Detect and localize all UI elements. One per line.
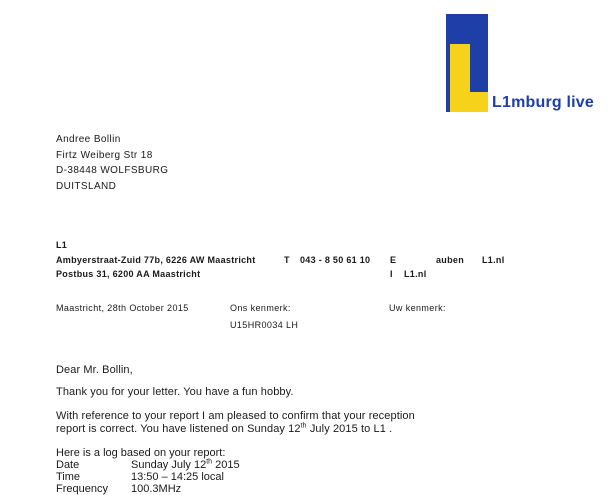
log-value: Sunday July 12th 2015 bbox=[131, 458, 240, 471]
l1-logo bbox=[446, 14, 594, 114]
reception-log bbox=[56, 447, 240, 495]
email-partial: auben bbox=[436, 254, 465, 265]
sender-street-address: Ambyerstraat-Zuid 77b, 6226 AW Maastricht bbox=[56, 254, 256, 265]
log-value: 100.3MHz bbox=[131, 483, 182, 495]
log-intro: Here is a log based on your report: bbox=[56, 447, 226, 459]
logo-wordmark: L1mburg live bbox=[492, 94, 594, 111]
logo-yellow-l-horizontal bbox=[450, 92, 488, 112]
log-label: Date bbox=[56, 459, 80, 471]
phone-number: 043 - 8 50 61 10 bbox=[300, 254, 371, 265]
log-value: 13:50 – 14:25 local bbox=[131, 471, 224, 483]
recipient-name: Andree Bollin bbox=[56, 134, 121, 145]
confirmation-line-2: report is correct. You have listened on Sunday 12th July 2015 to L1 . bbox=[56, 422, 393, 435]
log-row-date bbox=[56, 458, 240, 471]
log-row-frequency bbox=[56, 483, 225, 495]
email-domain: L1.nl bbox=[482, 254, 505, 265]
salutation: Dear Mr. Bollin, bbox=[56, 364, 133, 376]
log-label: Time bbox=[56, 471, 81, 483]
recipient-address bbox=[56, 132, 168, 194]
paragraph-thanks: Thank you for your letter. You have a fun hobby. bbox=[56, 386, 294, 398]
sender-postbus: Postbus 31, 6200 AA Maastricht bbox=[56, 269, 201, 279]
sender-block bbox=[56, 238, 505, 282]
our-reference-label: Ons kenmerk: bbox=[230, 303, 291, 313]
sender-name: L1 bbox=[56, 240, 68, 250]
recipient-country: DUITSLAND bbox=[56, 180, 117, 192]
recipient-street: Firtz Weiberg Str 18 bbox=[56, 149, 153, 161]
recipient-city: D-38448 WOLFSBURG bbox=[56, 165, 169, 176]
our-reference bbox=[230, 301, 298, 333]
your-reference-label: Uw kenmerk: bbox=[389, 303, 446, 313]
confirmation-line-1: With reference to your report I am pleased to confirm that your reception bbox=[56, 410, 415, 422]
letter-date: Maastricht, 28th October 2015 bbox=[56, 303, 189, 313]
web-label: I bbox=[390, 269, 393, 279]
phone-label: T bbox=[284, 254, 290, 265]
paragraph-confirmation bbox=[56, 410, 415, 436]
email-label: E bbox=[390, 254, 397, 265]
web-address: L1.nl bbox=[404, 269, 427, 279]
log-label: Frequency bbox=[56, 483, 108, 495]
log-row-time bbox=[56, 471, 225, 483]
our-reference-value: U15HR0034 LH bbox=[230, 320, 299, 330]
